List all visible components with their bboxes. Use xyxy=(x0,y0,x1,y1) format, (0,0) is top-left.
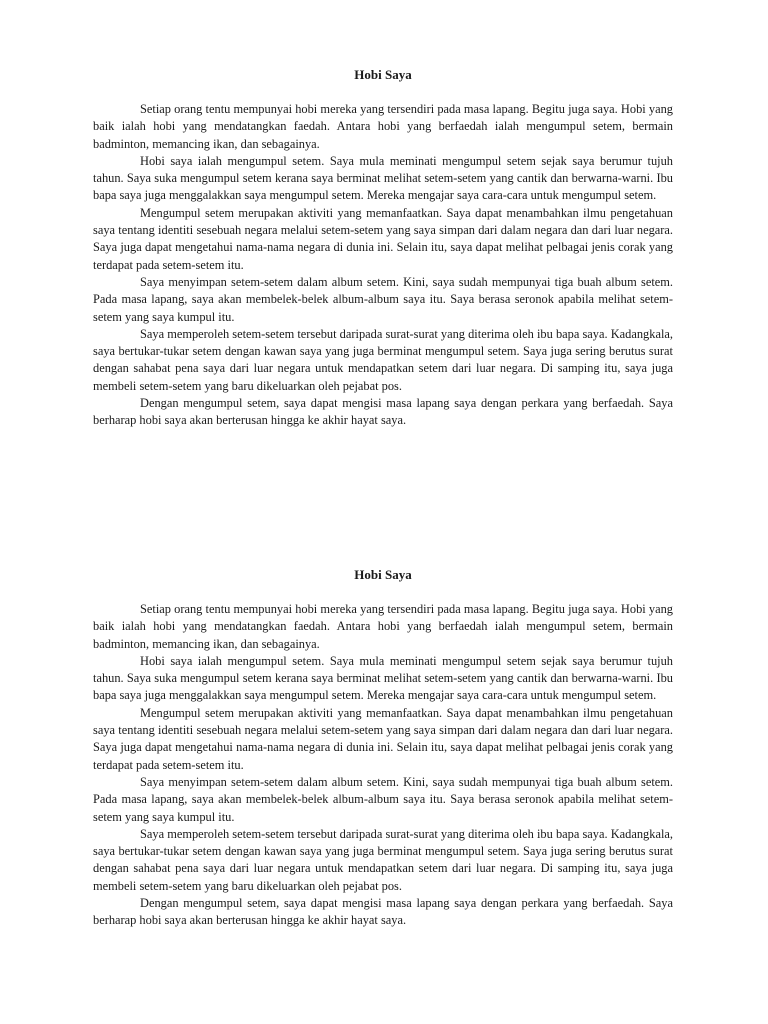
paragraph: Setiap orang tentu mempunyai hobi mereka yang tersendiri pada masa lapang. Begitu juga saya. Hobi yang baik ialah hobi yang mendatangkan faedah. Antara hobi yang berfaedah ialah mengumpul setem, bermain badminton, memancing ikan, dan sebagainya. xyxy=(93,602,673,651)
essay xyxy=(93,566,673,930)
essay-title: Hobi Saya xyxy=(354,67,412,82)
paragraph: Dengan mengumpul setem, saya dapat mengisi masa lapang saya dengan perkara yang berfaedah. Saya berharap hobi saya akan berterusan hingga ke akhir hayat saya. xyxy=(93,396,673,428)
paragraph: Saya menyimpan setem-setem dalam album setem. Kini, saya sudah mempunyai tiga buah album setem. Pada masa lapang, saya akan membelek-belek album-album saya itu. Saya berasa seronok apabila melihat setem-setem yang saya kumpul itu. xyxy=(93,774,673,824)
paragraph: Mengumpul setem merupakan aktiviti yang memanfaatkan. Saya dapat menambahkan ilmu pengetahuan saya tentang identiti sesebuah negara melalui setem-setem yang saya simpan dari dalam negara dan dari luar negara. Saya juga dapat mengetahui nama-nama negara di dunia ini. Selain itu, saya dapat melihat pelbagai jenis corak yang terdapat pada setem-setem itu. xyxy=(93,705,673,772)
essay xyxy=(93,66,673,430)
paragraph: Saya memperoleh setem-setem tersebut daripada surat-surat yang diterima oleh ibu bapa saya. Kadangkala, saya bertukar-tukar setem dengan kawan saya yang juga berminat mengumpul setem. Saya juga sering berutus surat dengan sahabat pena saya dari luar negara untuk mendapatkan setem dari luar negara. Di samping itu, saya juga membeli setem-setem yang baru dikeluarkan oleh pejabat pos. xyxy=(93,826,673,893)
paragraph: Hobi saya ialah mengumpul setem. Saya mula meminati mengumpul setem sejak saya berumur tujuh tahun. Saya suka mengumpul setem kerana saya berminat melihat setem-setem yang cantik dan berwarna-warni. Ibu bapa saya juga menggalakkan saya mengumpul setem. Mereka mengajar saya cara-cara untuk mengumpul setem. xyxy=(93,153,673,203)
paragraph: Mengumpul setem merupakan aktiviti yang memanfaatkan. Saya dapat menambahkan ilmu pengetahuan saya tentang identiti sesebuah negara melalui setem-setem yang saya simpan dari dalam negara dan dari luar negara. Saya juga dapat mengetahui nama-nama negara di dunia ini. Selain itu, saya dapat melihat pelbagai jenis corak yang terdapat pada setem-setem itu. xyxy=(93,205,673,272)
paragraph: Setiap orang tentu mempunyai hobi mereka yang tersendiri pada masa lapang. Begitu juga saya. Hobi yang baik ialah hobi yang mendatangkan faedah. Antara hobi yang berfaedah ialah mengumpul setem, bermain badminton, memancing ikan, dan sebagainya. xyxy=(93,102,673,151)
paragraph: Dengan mengumpul setem, saya dapat mengisi masa lapang saya dengan perkara yang berfaedah. Saya berharap hobi saya akan berterusan hingga ke akhir hayat saya. xyxy=(93,896,673,928)
paragraph: Saya memperoleh setem-setem tersebut daripada surat-surat yang diterima oleh ibu bapa saya. Kadangkala, saya bertukar-tukar setem dengan kawan saya yang juga berminat mengumpul setem. Saya juga sering berutus surat dengan sahabat pena saya dari luar negara untuk mendapatkan setem dari luar negara. Di samping itu, saya juga membeli setem-setem yang baru dikeluarkan oleh pejabat pos. xyxy=(93,326,673,393)
essay-title: Hobi Saya xyxy=(354,567,412,582)
paragraph: Hobi saya ialah mengumpul setem. Saya mula meminati mengumpul setem sejak saya berumur tujuh tahun. Saya suka mengumpul setem kerana saya berminat melihat setem-setem yang cantik dan berwarna-warni. Ibu bapa saya juga menggalakkan saya mengumpul setem. Mereka mengajar saya cara-cara untuk mengumpul setem. xyxy=(93,653,673,703)
paragraph: Saya menyimpan setem-setem dalam album setem. Kini, saya sudah mempunyai tiga buah album setem. Pada masa lapang, saya akan membelek-belek album-album saya itu. Saya berasa seronok apabila melihat setem-setem yang saya kumpul itu. xyxy=(93,274,673,324)
